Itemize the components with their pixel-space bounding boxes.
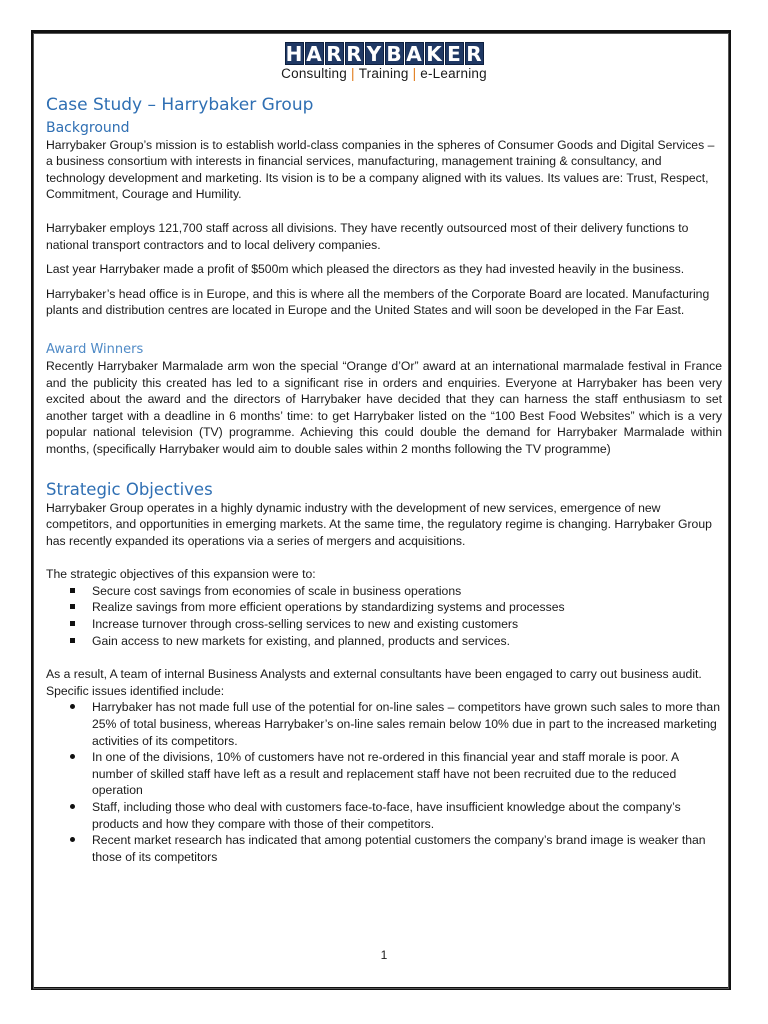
logo-tag-elearning: e-Learning (420, 66, 487, 81)
square-bullet-icon (70, 638, 75, 643)
logo-letter: K (426, 42, 442, 66)
disc-bullet-icon (70, 837, 75, 842)
list-item: Realize savings from more efficient operations by standardizing systems and processes (46, 599, 722, 616)
background-paragraph: Harrybaker employs 121,700 staff across all divisions. They have recently outsourced most of their delivery functions to national transport contractors and to local delivery companies. (46, 220, 689, 252)
logo-letter: R (326, 42, 342, 66)
award-heading: Award Winners (46, 341, 144, 357)
logo-letter: Y (365, 42, 384, 65)
square-bullet-icon (70, 604, 75, 609)
list-item: Recent market research has indicated that among potential customers the company’s brand image is weaker than those of its competitors (46, 832, 722, 865)
logo-letter: A (406, 42, 422, 66)
disc-bullet-icon (70, 804, 75, 809)
list-item: Staff, including those who deal with customers face-to-face, have insufficient knowledge about the company’s products and how they compare with those of their competitors. (46, 799, 722, 832)
list-item: Gain access to new markets for existing, and planned, products and services. (46, 633, 722, 650)
square-bullet-icon (70, 621, 75, 626)
background-paragraph: Last year Harrybaker made a profit of $500m which pleased the directors as they had invested heavily in the business. (46, 262, 685, 277)
disc-bullet-icon (70, 704, 75, 709)
background-paragraph: Harrybaker’s head office is in Europe, and this is where all the members of the Corporate Board are located. Manufacturing plants and distribution centres are located in Europe and the United States and will soon be developed in the Far East. (46, 286, 710, 318)
background-paragraph: Harrybaker Group’s mission is to establish world-class companies in the spheres of Consumer Goods and Digital Services – a business consortium with interests in financial services, manufacturing, management training & consultancy, and technology development and marketing. Its vision is to be a company aligned with its values. Its values are: Trust, Respect, Commitment, Courage and Humility. (46, 137, 715, 202)
disc-bullet-icon (70, 754, 75, 759)
document-body (46, 42, 722, 865)
strategic-heading: Strategic Objectives (46, 479, 213, 499)
issues-list (46, 699, 722, 865)
list-item: Secure cost savings from economies of scale in business operations (46, 583, 722, 600)
logo-tag-training: Training (358, 66, 409, 81)
list-item: In one of the divisions, 10% of customers have not re-ordered in this financial year and staff morale is poor. A number of skilled staff have left as a result and replacement staff have not been recruited due to the reduced operation (46, 749, 722, 799)
logo-separator: | (412, 66, 417, 81)
logo-letter: H (285, 42, 303, 66)
document-title: Case Study – Harrybaker Group (46, 94, 314, 115)
objectives-list (46, 583, 722, 649)
logo-separator: | (350, 66, 355, 81)
logo-letter: R (346, 42, 362, 66)
logo-letter: A (306, 42, 322, 66)
logo-letter: E (445, 42, 464, 65)
page-number: 1 (380, 948, 388, 962)
strategic-paragraph: Harrybaker Group operates in a highly dynamic industry with the development of new services, emergence of new competitors, and opportunities in emerging markets. At the same time, the regulatory regime is changing. Harrybaker Group has recently expanded its operations via a series of mergers and acquisitions. (46, 500, 712, 548)
square-bullet-icon (70, 588, 75, 593)
award-paragraph: Recently Harrybaker Marmalade arm won the special “Orange d’Or” award at an international marmalade festival in France and the publicity this created has led to a significant rise in orders and enquiries. Everyone at Harrybaker has been very excited about the award and the directors of Harrybaker have decided that they can harness the staff enthusiasm to set another target with a deadline in 6 months’ time: to get Harrybaker listed on the “100 Best Food Websites” which is a very popular national television (TV) programme. Achieving this could double the demand for Harrybaker Marmalade within months, (specifically Harrybaker would aim to double sales within 2 months following the TV programme) (46, 358, 722, 456)
list-item: Increase turnover through cross-selling services to new and existing customers (46, 616, 722, 633)
background-heading: Background (46, 119, 130, 136)
company-logo (46, 42, 722, 83)
logo-tagline (281, 66, 487, 83)
logo-letter: R (466, 42, 482, 66)
logo-wordmark (285, 42, 484, 65)
strategic-paragraph: The strategic objectives of this expansion were to: (46, 567, 316, 582)
list-item: Harrybaker has not made full use of the potential for on-line sales – competitors have grown such sales to more than 25% of total business, whereas Harrybaker’s on-line sales remain below 10% due in part to the increased marketing activities of its competitors. (46, 699, 722, 749)
logo-tag-consulting: Consulting (281, 66, 347, 81)
logo-letter: B (386, 42, 402, 66)
strategic-paragraph: As a result, A team of internal Business Analysts and external consultants have been engaged to carry out business audit. Specific issues identified include: (46, 667, 702, 698)
